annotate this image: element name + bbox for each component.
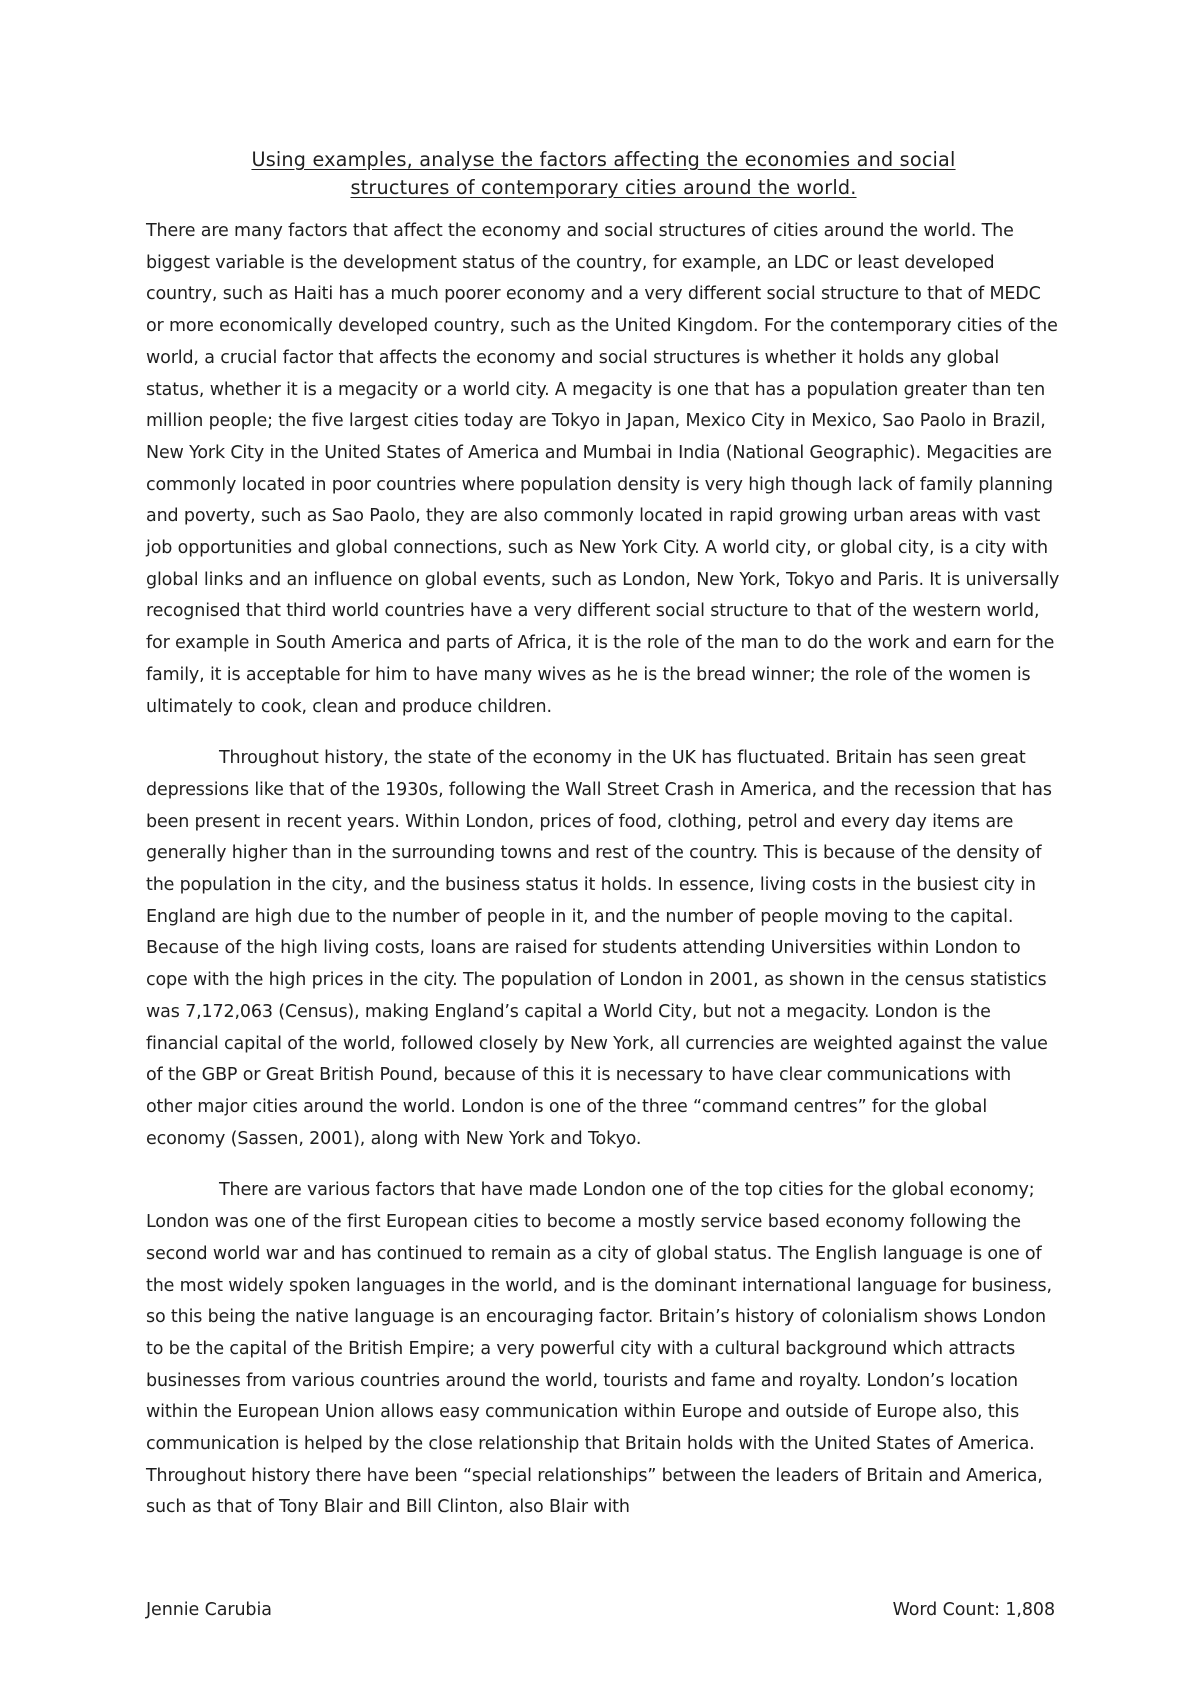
footer-word-count xyxy=(893,1600,1055,1620)
essay-title-line-2: structures of contemporary cities around the world. xyxy=(350,176,857,199)
word-count-label: Word Count: xyxy=(892,1600,1006,1620)
essay-title-line-1: Using examples, analyse the factors affecting the economies and social xyxy=(251,148,956,171)
paragraph-2: Throughout history, the state of the economy in the UK has fluctuated. Britain has seen great depressions like that of the 1930s, following the Wall Street Crash in America, and the recession that has been present in recent years. Within London, prices of food, clothing, petrol and every day items are generally higher than in the surrounding towns and rest of the country. This is because of the density of the population in the city, and the business status it holds. In essence, living costs in the busiest city in England are high due to the number of people in it, and the number of people moving to the capital. Because of the high living costs, loans are raised for students attending Universities within London to cope with the high prices in the city. The population of London in 2001, as shown in the census statistics was 7,172,063 (Census), making England’s capital a World City, but not a megacity. London is the financial capital of the world, followed closely by New York, all currencies are weighted against the value of the GBP or Great British Pound, because of this it is necessary to have clear communications with other major cities around the world. London is one of the three “command centres” for the global economy (Sassen, 2001), along with New York and Tokyo. xyxy=(146,748,1052,1149)
document-body xyxy=(146,146,1061,1544)
essay-title xyxy=(146,146,1061,202)
paragraph-1: There are many factors that affect the economy and social structures of cities around the world. The biggest variable is the development status of the country, for example, an LDC or least developed country, such as Haiti has a much poorer economy and a very different social structure to that of MEDC or more economically developed country, such as the United Kingdom. For the contemporary cities of the world, a crucial factor that affects the economy and social structures is whether it holds any global status, whether it is a megacity or a world city. A megacity is one that has a population greater than ten million people; the five largest cities today are Tokyo in Japan, Mexico City in Mexico, Sao Paolo in Brazil, New York City in the United States of America and Mumbai in India (National Geographic). Megacities are commonly located in poor countries where population density is very high though lack of family planning and poverty, such as Sao Paolo, they are also commonly located in rapid growing urban areas with vast job opportunities and global connections, such as New York City. A world city, or global city, is a city with global links and an influence on global events, such as London, New York, Tokyo and Paris. It is universally recognised that third world countries have a very different social structure to that of the western world, for example in South America and parts of Africa, it is the role of the man to do the work and earn for the family, it is acceptable for him to have many wives as he is the bread winner; the role of the women is ultimately to cook, clean and produce children. xyxy=(146,221,1060,717)
footer-author: Jennie Carubia xyxy=(146,1600,272,1620)
paragraph-3: There are various factors that have made London one of the top cities for the global economy; London was one of the first European cities to become a mostly service based economy following the second world war and has continued to remain as a city of global status. The English language is one of the most widely spoken languages in the world, and is the dominant international language for business, so this being the native language is an encouraging factor. Britain’s history of colonialism shows London to be the capital of the British Empire; a very powerful city with a cultural background which attracts businesses from various countries around the world, tourists and fame and royalty. London’s location within the European Union allows easy communication within Europe and outside of Europe also, this communication is helped by the close relationship that Britain holds with the United States of America. Throughout history there have been “special relationships” between the leaders of Britain and America, such as that of Tony Blair and Bill Clinton, also Blair with xyxy=(146,1180,1052,1518)
word-count-value: 1,808 xyxy=(1005,1600,1055,1620)
